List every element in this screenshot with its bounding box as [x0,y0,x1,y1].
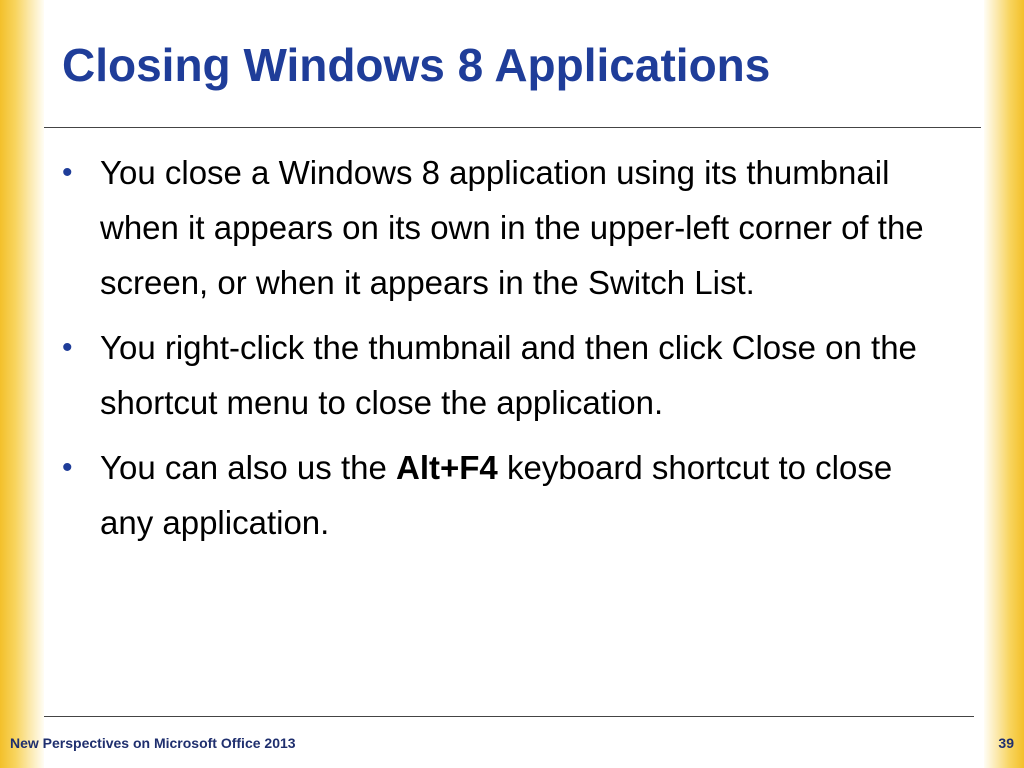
keyboard-shortcut: Alt+F4 [396,449,498,486]
page-number: 39 [998,735,1014,751]
bullet-icon: • [62,331,73,364]
bullet-text: You right-click the thumbnail and then click Close on the shortcut menu to close the application. [100,329,917,421]
bullet-text-after: keyboard shortcut to close any application. [100,449,893,541]
bullet-icon: • [62,156,73,189]
bullet-text: You close a Windows 8 application using its thumbnail when it appears on its own in the upper-left corner of the screen, or when it appears in the Switch List. [100,154,924,301]
left-gold-border [0,0,44,768]
bullet-item [62,320,942,430]
bullet-item [62,145,942,310]
bullet-text-before: You can also us the [100,449,397,486]
bullet-icon: • [62,451,73,484]
title-divider [44,127,981,128]
right-gold-border [984,0,1024,768]
slide-title: Closing Windows 8 Applications [62,39,771,91]
footer-source: New Perspectives on Microsoft Office 2013 [10,735,296,751]
bullet-list [62,145,942,560]
footer-divider [44,716,974,717]
bullet-item [62,440,942,550]
